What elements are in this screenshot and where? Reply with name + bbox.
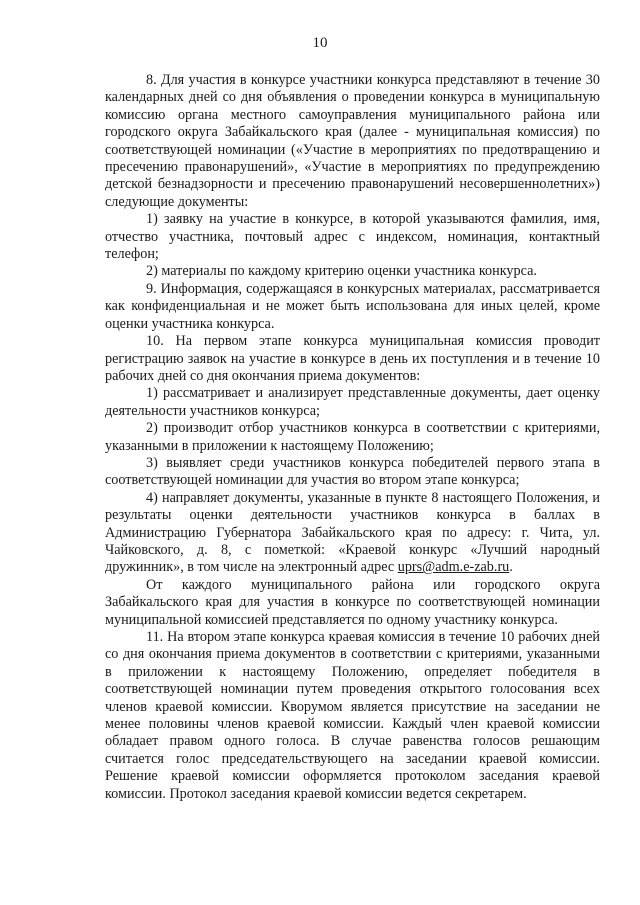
paragraph-9: 9. Информация, содержащаяся в конкурсных материалах, рассматривается как конфиденциальная и не может быть использована для иных целей, кроме оценки участника конкурса. — [105, 280, 600, 332]
paragraph-10-item-4-text: 4) направляет документы, указанные в пункте 8 настоящего Положения, и результаты оценки деятельности участников конкурса в баллах в Администрацию Губернатора Забайкальского края по адресу: г. Чита, ул. Чайковского, д. 8, с пометкой: «Краевой конкурс «Лучший народный дружинник», в том числе на электронный адрес — [105, 489, 600, 576]
paragraph-8-item-2: 2) материалы по каждому критерию оценки участника конкурса. — [146, 263, 537, 280]
paragraph-11: 11. На втором этапе конкурса краевая комиссия в течение 10 рабочих дней со дня окончания приема документов в соответствии с критериями, указанными в приложении к настоящему Положению, определяет победителя в соответствующей номинации путем проведения открытого голосования всех членов краевой комиссии. Кворумом является присутствие на заседании не менее половины членов краевой комиссии. Каждый член краевой комиссии обладает правом одного голоса. В случае равенства голосов решающим считается голос председательствующего на заседании краевой комиссии. Решение краевой комиссии оформляется протоколом заседания краевой комиссии. Протокол заседания краевой комиссии ведется секретарем. — [105, 629, 600, 802]
paragraph-10-item-4 — [105, 490, 600, 577]
paragraph-8: 8. Для участия в конкурсе участники конкурса представляют в течение 30 календарных дней со дня объявления о проведении конкурса в муниципальную комиссию органа местного самоуправления муниципального района или городского округа Забайкальского края (далее - муниципальная комиссия) по соответствующей номинации («Участие в мероприятиях по предотвращению и пресечению правонарушений», «Участие в мероприятиях по предупреждению детской безнадзорности и пресечению правонарушений несовершеннолетних») следующие документы: — [105, 72, 600, 210]
page-number: 10 — [312, 35, 328, 51]
email-link[interactable]: uprs@adm.e-zab.ru — [397, 559, 510, 576]
paragraph-10-item-2: 2) производит отбор участников конкурса в соответствии с критериями, указанными в приложении к настоящему Положению; — [105, 420, 600, 454]
paragraph-10: 10. На первом этапе конкурса муниципальная комиссия проводит регистрацию заявок на участие в конкурсе в день их поступления и в течение 10 рабочих дней со дня окончания приема документов: — [105, 333, 600, 384]
paragraph-10-item-3: 3) выявляет среди участников конкурса победителей первого этапа в соответствующей номинации для участия во втором этапе конкурса; — [105, 454, 600, 489]
document-body — [105, 72, 600, 803]
paragraph-representation: От каждого муниципального района или городского округа Забайкальского края для участия в конкурсе по соответствующей номинации муниципальной комиссией представляется по одному участнику конкурса. — [105, 576, 600, 628]
paragraph-8-item-1: 1) заявку на участие в конкурсе, в которой указываются фамилия, имя, отчество участника, почтовый адрес с индексом, номинация, контактный телефон; — [105, 211, 600, 263]
paragraph-10-item-4-end: . — [509, 559, 513, 576]
paragraph-10-item-1: 1) рассматривает и анализирует представленные документы, дает оценку деятельности участников конкурса; — [105, 385, 600, 419]
